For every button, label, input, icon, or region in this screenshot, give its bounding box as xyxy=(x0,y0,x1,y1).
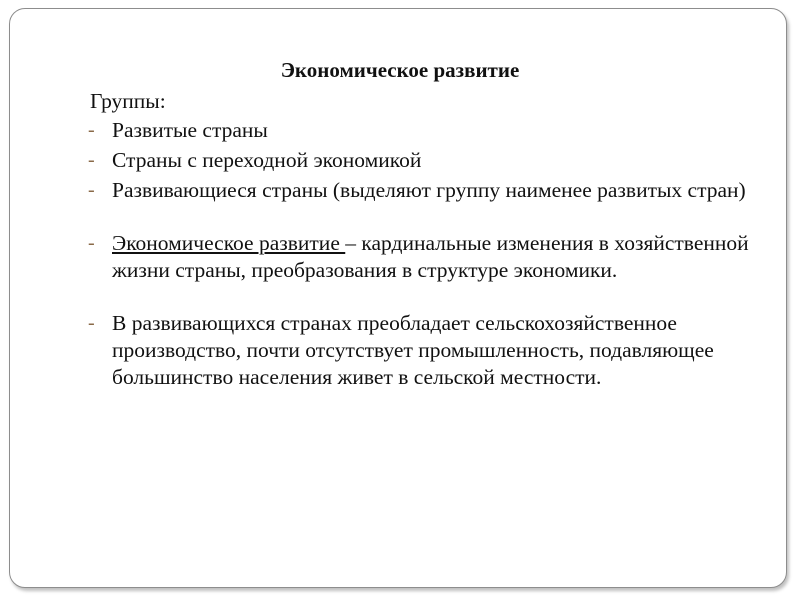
developing-paragraph xyxy=(84,310,764,391)
group-text: Развивающиеся страны (выделяют группу наименее развитых стран) xyxy=(112,178,746,202)
slide-title: Экономическое развитие xyxy=(280,58,520,82)
groups-label: Группы: xyxy=(90,89,166,113)
group-text: Развитые страны xyxy=(112,118,268,142)
slide-content xyxy=(84,88,764,391)
bullet-dash: - xyxy=(88,149,95,171)
definition-text: – кардинальные изменения в хозяйственной жизни страны, преобразования в структуре экономики. xyxy=(112,231,749,282)
list-item xyxy=(84,147,764,174)
bullet-dash: - xyxy=(88,179,95,201)
developing-text: В развивающихся странах преобладает сельскохозяйственное производство, почти отсутствует промышленность, подавляющее большинство населения живет в сельской местности. xyxy=(112,311,714,389)
group-text: Страны с переходной экономикой xyxy=(112,148,422,172)
list-item xyxy=(84,117,764,144)
bullet-dash: - xyxy=(88,119,95,141)
list-item xyxy=(84,177,764,204)
bullet-dash: - xyxy=(88,312,95,334)
definition-paragraph xyxy=(84,230,764,284)
bullet-dash: - xyxy=(88,232,95,254)
definition-term: Экономическое развитие xyxy=(112,231,346,255)
